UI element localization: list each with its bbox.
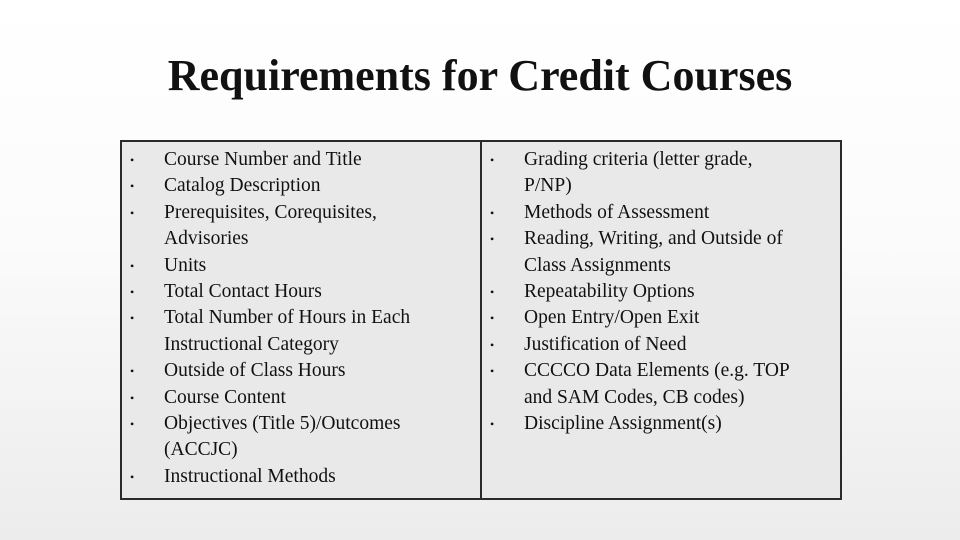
bullet-text <box>524 411 830 437</box>
bullet-text <box>524 226 830 279</box>
bullet-text <box>524 279 830 305</box>
bullet-icon: • <box>490 205 495 220</box>
bullet-text-line: Course Number and Title <box>164 149 362 170</box>
bullet-text <box>164 411 470 464</box>
bullet-item <box>488 279 830 305</box>
bullet-icon: • <box>130 179 135 194</box>
bullet-icon: • <box>130 417 135 432</box>
bullet-icon: • <box>490 153 495 167</box>
bullet-icon: • <box>130 311 135 326</box>
left-bullet-list <box>128 147 470 490</box>
bullet-text-line: Grading criteria (letter grade, <box>524 149 753 170</box>
bullet-text <box>524 332 830 358</box>
bullet-item <box>128 173 470 199</box>
bullet-icon: • <box>490 232 495 247</box>
bullet-text <box>524 200 830 226</box>
bullet-text <box>524 358 830 411</box>
bullet-item <box>128 411 470 464</box>
bullet-text-line: Instructional Methods <box>164 465 336 487</box>
bullet-item <box>128 147 470 173</box>
right-bullet-list <box>488 147 830 437</box>
bullet-item <box>488 200 830 226</box>
bullet-text-line: Instructional Category <box>164 333 339 355</box>
bullet-item <box>488 358 830 411</box>
bullet-text-line: Units <box>164 254 207 276</box>
bullet-text-line: Total Number of Hours in Each <box>164 307 411 329</box>
bullet-icon: • <box>490 337 495 352</box>
bullet-icon: • <box>490 311 495 326</box>
bullet-icon: • <box>490 364 495 379</box>
bullet-text-line: Open Entry/Open Exit <box>524 307 700 329</box>
bullet-item <box>128 305 470 358</box>
bullet-icon: • <box>130 153 135 167</box>
bullet-text-line: Repeatability Options <box>524 281 695 303</box>
bullet-item <box>488 411 830 437</box>
bullet-item <box>488 305 830 331</box>
bullet-text <box>524 147 830 200</box>
bullet-icon: • <box>130 205 135 220</box>
bullet-text <box>164 279 470 305</box>
bullet-item <box>128 279 470 305</box>
bullet-text-line: P/NP) <box>524 175 572 197</box>
bullet-text-line: Course Content <box>164 386 286 408</box>
bullet-text <box>164 358 470 384</box>
bullet-text-line: Reading, Writing, and Outside of <box>524 228 783 250</box>
bullet-text <box>164 305 470 358</box>
bullet-icon: • <box>130 364 135 379</box>
right-column <box>482 142 840 498</box>
bullet-text-line: and SAM Codes, CB codes) <box>524 386 745 408</box>
bullet-item <box>128 464 470 490</box>
left-column <box>122 142 482 498</box>
bullet-icon: • <box>490 285 495 300</box>
bullet-text <box>164 464 470 490</box>
slide-title: Requirements for Credit Courses <box>167 51 793 100</box>
bullet-item <box>488 332 830 358</box>
bullet-text-line: (ACCJC) <box>164 439 238 461</box>
bullet-text-line: Justification of Need <box>524 333 687 355</box>
bullet-text-line: Class Assignments <box>524 254 671 276</box>
bullet-icon: • <box>490 417 495 432</box>
bullet-text-line: Objectives (Title 5)/Outcomes <box>164 413 401 435</box>
bullet-text <box>164 385 470 411</box>
bullet-text <box>164 173 470 199</box>
bullet-item <box>128 385 470 411</box>
bullet-icon: • <box>130 390 135 405</box>
bullet-text-line: CCCCO Data Elements (e.g. TOP <box>524 360 790 382</box>
bullet-text-line: Prerequisites, Corequisites, <box>164 201 377 223</box>
bullet-text-line: Outside of Class Hours <box>164 360 346 382</box>
bullet-icon: • <box>130 258 135 273</box>
bullet-text <box>164 253 470 279</box>
bullet-text <box>524 305 830 331</box>
bullet-text-line: Total Contact Hours <box>164 281 322 303</box>
bullet-item <box>488 147 830 200</box>
bullet-item <box>128 253 470 279</box>
requirements-table <box>120 140 842 500</box>
bullet-item <box>128 200 470 253</box>
bullet-item <box>488 226 830 279</box>
bullet-icon: • <box>130 469 135 484</box>
bullet-text-line: Catalog Description <box>164 175 321 197</box>
bullet-item <box>128 358 470 384</box>
bullet-text-line: Discipline Assignment(s) <box>524 413 722 435</box>
bullet-text <box>164 147 470 173</box>
bullet-text-line: Methods of Assessment <box>524 201 710 223</box>
bullet-text <box>164 200 470 253</box>
bullet-icon: • <box>130 285 135 300</box>
bullet-text-line: Advisories <box>164 228 249 250</box>
